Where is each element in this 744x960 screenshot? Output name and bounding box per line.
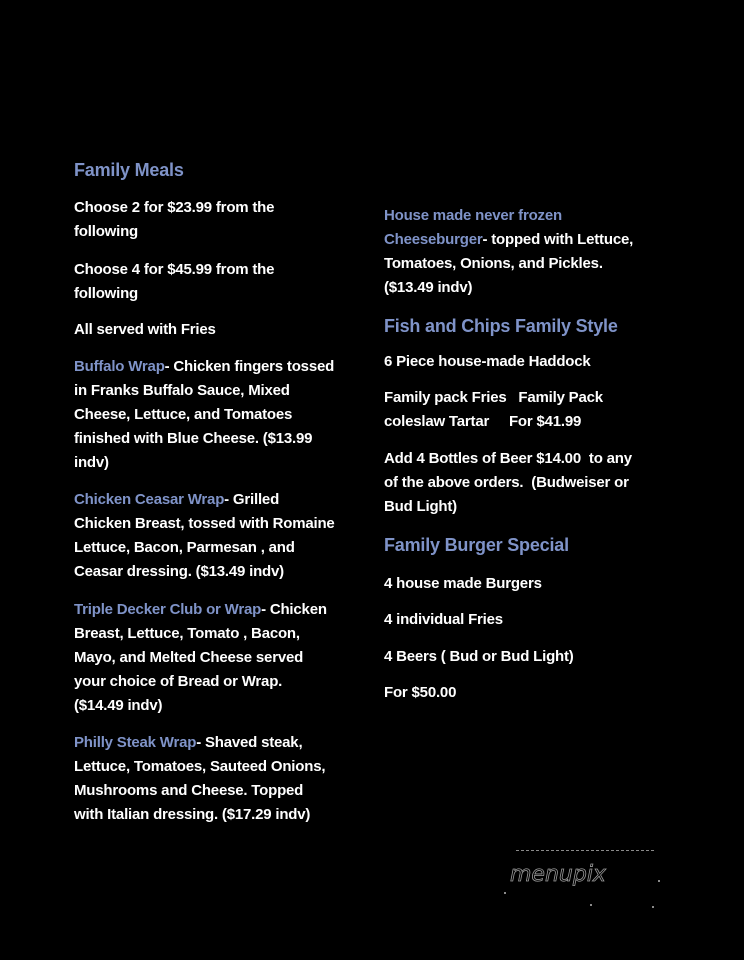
philly-steak-desc-2: Lettuce, Tomatoes, Sauteed Onions, [74,758,326,775]
family-burger-special-heading: Family Burger Special [384,535,569,555]
choose-two-line-2: following [74,223,139,240]
cheeseburger-item [384,204,674,300]
chicken-caesar-wrap-name: Chicken Ceasar Wrap [74,491,225,508]
philly-steak-desc-3: Mushrooms and Cheese. Topped [74,782,304,799]
add-beer-text [384,447,674,519]
watermark-dashed-line [516,850,654,851]
choose-two-text [74,196,354,244]
triple-decker-club-item [74,598,354,718]
choose-four-line-2: following [74,285,139,302]
buffalo-wrap-name: Buffalo Wrap [74,358,165,375]
watermark-tick [652,906,654,908]
philly-steak-wrap-item [74,731,354,827]
buffalo-wrap-desc-5: indv) [74,454,109,471]
triple-decker-club-name: Triple Decker Club or Wrap [74,601,262,618]
chicken-caesar-desc-2: Chicken Breast, tossed with Romaine [74,515,335,532]
served-with-fries: All served with Fries [74,321,216,338]
triple-decker-desc-2: Breast, Lettuce, Tomato , Bacon, [74,625,300,642]
family-pack-line-2: coleslaw Tartar For $41.99 [384,413,582,430]
watermark-tick [658,880,660,882]
family-pack-line-1: Family pack Fries Family Pack [384,389,603,406]
triple-decker-desc-5: ($14.49 indv) [74,697,163,714]
cheeseburger-name-line-2: Cheeseburger [384,231,483,248]
add-beer-line-2: of the above orders. (Budweiser or [384,474,629,491]
buffalo-wrap-desc-1: - Chicken fingers tossed [164,358,335,375]
burger-special-price: For $50.00 [384,684,457,701]
philly-steak-desc-4: with Italian dressing. ($17.29 indv) [74,806,311,823]
philly-steak-desc-1: - Shaved steak, [196,734,303,751]
choose-four-text [74,258,354,306]
cheeseburger-desc-1: - topped with Lettuce, [482,231,634,248]
chicken-caesar-desc-1: - Grilled [224,491,280,508]
choose-four-line-1: Choose 4 for $45.99 from the [74,261,275,278]
cheeseburger-desc-2: Tomatoes, Onions, and Pickles. [384,255,603,272]
buffalo-wrap-desc-4: finished with Blue Cheese. ($13.99 [74,430,313,447]
family-pack-text [384,386,674,434]
triple-decker-desc-1: - Chicken [261,601,327,618]
chicken-caesar-desc-4: Ceasar dressing. ($13.49 indv) [74,563,284,580]
cheeseburger-name-line-1: House made never frozen [384,207,562,224]
fish-and-chips-heading: Fish and Chips Family Style [384,316,618,336]
buffalo-wrap-desc-2: in Franks Buffalo Sauce, Mixed [74,382,290,399]
house-made-burgers-text: 4 house made Burgers [384,575,542,592]
individual-fries-text: 4 individual Fries [384,611,503,628]
watermark-logo-text: menupix [510,862,606,887]
family-meals-heading: Family Meals [74,160,184,180]
buffalo-wrap-desc-3: Cheese, Lettuce, and Tomatoes [74,406,293,423]
cheeseburger-desc-3: ($13.49 indv) [384,279,473,296]
triple-decker-desc-4: your choice of Bread or Wrap. [74,673,283,690]
chicken-caesar-wrap-item [74,488,354,584]
triple-decker-desc-3: Mayo, and Melted Cheese served [74,649,304,666]
buffalo-wrap-item [74,355,354,475]
watermark-tick [590,904,592,906]
menupix-watermark [504,850,662,910]
add-beer-line-3: Bud Light) [384,498,457,515]
philly-steak-wrap-name: Philly Steak Wrap [74,734,197,751]
watermark-tick [504,892,506,894]
chicken-caesar-desc-3: Lettuce, Bacon, Parmesan , and [74,539,295,556]
four-beers-text: 4 Beers ( Bud or Bud Light) [384,648,574,665]
haddock-text: 6 Piece house-made Haddock [384,353,591,370]
choose-two-line-1: Choose 2 for $23.99 from the [74,199,275,216]
add-beer-line-1: Add 4 Bottles of Beer $14.00 to any [384,450,632,467]
